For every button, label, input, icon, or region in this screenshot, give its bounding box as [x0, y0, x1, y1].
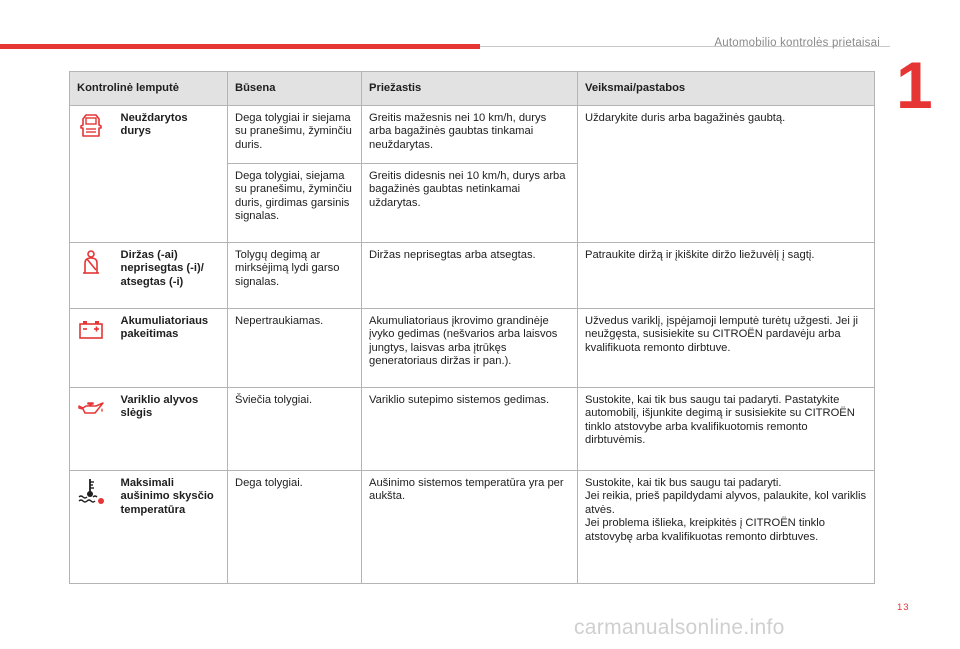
coolant-temperature-icon	[77, 477, 105, 505]
action-cell: Patraukite diržą ir įkiškite diržo liežuvėlį į sagtį.	[578, 243, 875, 309]
cause-cell: Greitis didesnis nei 10 km/h, durys arba bagažinės gaubtas netinkamai uždarytas.	[362, 164, 578, 243]
action-cell: Sustokite, kai tik bus saugu tai padaryti. Pastatykite automobilį, išjunkite degimą ir susisiekite su CITROËN tinklo atstovybe arba kvalifikuotomis remonto dirbtuvėmis.	[578, 388, 875, 471]
action-line: Sustokite, kai tik bus saugu tai padaryti.	[585, 477, 782, 489]
state-cell: Dega tolygiai.	[228, 471, 362, 584]
action-cell	[578, 471, 875, 584]
table-row	[70, 106, 875, 164]
header-accent-bar	[0, 44, 480, 49]
seatbelt-icon	[77, 249, 105, 277]
action-line: Jei reikia, prieš papildydami alyvos, palaukite, kol variklis atvės.	[585, 490, 867, 516]
action-line: Jei problema išlieka, kreipkitės į CITROËN tinklo atstovybę arba kvalifikuotas remonto dirbtuves.	[585, 517, 825, 543]
lamp-name: Diržas (-ai) neprisegtas (-i)/ atsegtas (-i)	[114, 243, 228, 309]
chapter-number: 1	[896, 48, 933, 122]
battery-icon	[77, 315, 105, 343]
state-cell: Dega tolygiai ir siejama su pranešimu, žyminčiu duris.	[228, 106, 362, 164]
page-number: 13	[897, 602, 910, 613]
watermark: carmanualsonline.info	[574, 616, 785, 639]
column-header-lamp: Kontrolinė lemputė	[70, 72, 228, 106]
action-cell: Uždarykite duris arba bagažinės gaubtą.	[578, 106, 875, 243]
state-cell: Nepertraukiamas.	[228, 309, 362, 388]
table-row	[70, 243, 875, 309]
column-header-state: Būsena	[228, 72, 362, 106]
table-row	[70, 471, 875, 584]
column-header-action: Veiksmai/pastabos	[578, 72, 875, 106]
lamp-name: Maksimali aušinimo skysčio temperatūra	[114, 471, 228, 584]
table-header-row	[70, 72, 875, 106]
cause-cell: Akumuliatoriaus įkrovimo grandinėje įvyko gedimas (nešvarios arba laisvos jungtys, laisvas arba įtrūkęs generatoriaus diržas ir pan.).	[362, 309, 578, 388]
state-cell: Šviečia tolygiai.	[228, 388, 362, 471]
table-row	[70, 309, 875, 388]
lamp-name: Variklio alyvos slėgis	[114, 388, 228, 471]
cause-cell: Greitis mažesnis nei 10 km/h, durys arba bagažinės gaubtas tinkamai neuždarytas.	[362, 106, 578, 164]
state-cell: Tolygų degimą ar mirksėjimą lydi garso signalas.	[228, 243, 362, 309]
state-cell: Dega tolygiai, siejama su pranešimu, žyminčiu duris, girdimas garsinis signalas.	[228, 164, 362, 243]
cause-cell: Variklio sutepimo sistemos gedimas.	[362, 388, 578, 471]
table-row	[70, 388, 875, 471]
cause-cell: Diržas neprisegtas arba atsegtas.	[362, 243, 578, 309]
lamp-name: Akumuliatoriaus pakeitimas	[114, 309, 228, 388]
column-header-cause: Priežastis	[362, 72, 578, 106]
lamp-name: Neuždarytos durys	[114, 106, 228, 243]
cause-cell: Aušinimo sistemos temperatūra yra per aukšta.	[362, 471, 578, 584]
open-door-icon	[77, 112, 105, 140]
section-title: Automobilio kontrolės prietaisai	[714, 37, 880, 49]
warning-lights-table	[69, 71, 875, 584]
action-cell: Užvedus variklį, įspėjamoji lemputė turėtų užgesti. Jei ji neužgęsta, susisiekite su CITROËN pardavėju arba kvalifikuota remonto dirbtuve.	[578, 309, 875, 388]
oil-can-icon	[77, 394, 105, 422]
